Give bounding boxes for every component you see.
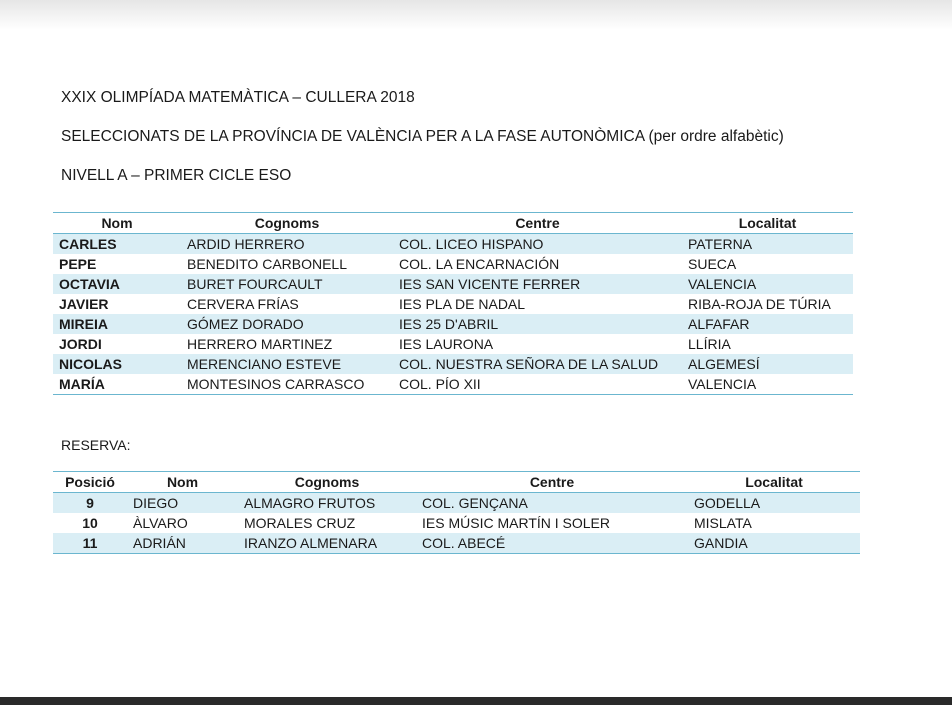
level-heading: NIVELL A – PRIMER CICLE ESO xyxy=(61,167,292,184)
cell-nom: JAVIER xyxy=(59,296,109,312)
cell-nom: CARLES xyxy=(53,234,181,255)
column-header-centre: Centre xyxy=(393,213,682,234)
reserve-label: RESERVA: xyxy=(61,437,131,453)
cell-localitat: ALGEMESÍ xyxy=(682,354,853,374)
table-row xyxy=(53,274,853,294)
cell-cognoms: ALMAGRO FRUTOS xyxy=(238,493,416,514)
cell-localitat: RIBA-ROJA DE TÚRIA xyxy=(688,296,831,312)
cell-cognoms: GÓMEZ DORADO xyxy=(181,314,393,334)
cell-localitat: VALENCIA xyxy=(682,374,853,395)
table-row xyxy=(53,294,853,314)
cell-centre: COL. LICEO HISPANO xyxy=(393,234,682,255)
cell-nom: MARÍA xyxy=(53,374,181,395)
cell-cognoms: HERRERO MARTINEZ xyxy=(187,336,333,352)
column-header-localitat: Localitat xyxy=(682,213,853,234)
cell-posicio: 11 xyxy=(53,533,127,554)
cell-nom: DIEGO xyxy=(127,493,238,514)
cell-cognoms: CERVERA FRÍAS xyxy=(187,296,299,312)
cell-nom: OCTAVIA xyxy=(53,274,181,294)
table-row xyxy=(53,374,853,395)
cell-localitat: ALFAFAR xyxy=(682,314,853,334)
table-row xyxy=(53,254,853,274)
table-row xyxy=(53,334,853,354)
cell-nom: PEPE xyxy=(59,256,97,272)
column-header-nom: Nom xyxy=(127,472,238,493)
cell-localitat: GODELLA xyxy=(688,493,860,514)
cell-posicio: 10 xyxy=(82,515,98,531)
cell-cognoms: BURET FOURCAULT xyxy=(181,274,393,294)
selected-students-table xyxy=(53,212,853,395)
cell-cognoms: MORALES CRUZ xyxy=(244,515,356,531)
cell-nom: ÀLVARO xyxy=(133,515,188,531)
table-row xyxy=(53,533,860,554)
cell-localitat: PATERNA xyxy=(682,234,853,255)
cell-centre: IES SAN VICENTE FERRER xyxy=(393,274,682,294)
column-header-posicio: Posició xyxy=(53,472,127,493)
cell-localitat: SUECA xyxy=(688,256,737,272)
cell-centre: COL. ABECÉ xyxy=(416,533,688,554)
document-subtitle: SELECCIONATS DE LA PROVÍNCIA DE VALÈNCIA PER A LA FASE AUTONÒMICA (per ordre alfabètic) xyxy=(61,128,784,145)
column-header-nom: Nom xyxy=(53,213,181,234)
table-header-row xyxy=(53,472,860,493)
document-title: XXIX OLIMPÍADA MATEMÀTICA – CULLERA 2018 xyxy=(61,89,415,106)
column-header-cognoms: Cognoms xyxy=(238,472,416,493)
cell-nom: NICOLAS xyxy=(53,354,181,374)
table-header-row xyxy=(53,213,853,234)
cell-cognoms: MONTESINOS CARRASCO xyxy=(181,374,393,395)
cell-localitat: LLÍRIA xyxy=(688,336,731,352)
table-row xyxy=(53,354,853,374)
bottom-bar xyxy=(0,697,952,705)
cell-centre: IES MÚSIC MARTÍN I SOLER xyxy=(422,515,610,531)
cell-centre: COL. GENÇANA xyxy=(416,493,688,514)
cell-centre: COL. LA ENCARNACIÓN xyxy=(399,256,560,272)
cell-centre: IES PLA DE NADAL xyxy=(399,296,526,312)
cell-cognoms: ARDID HERRERO xyxy=(181,234,393,255)
top-shade xyxy=(0,0,952,30)
table-row xyxy=(53,493,860,514)
cell-nom: JORDI xyxy=(59,336,102,352)
column-header-localitat: Localitat xyxy=(688,472,860,493)
cell-centre: COL. PÍO XII xyxy=(393,374,682,395)
column-header-centre: Centre xyxy=(416,472,688,493)
table-row xyxy=(53,314,853,334)
table-row xyxy=(53,234,853,255)
column-header-cognoms: Cognoms xyxy=(181,213,393,234)
cell-cognoms: MERENCIANO ESTEVE xyxy=(181,354,393,374)
cell-localitat: VALENCIA xyxy=(682,274,853,294)
cell-localitat: MISLATA xyxy=(694,515,752,531)
cell-localitat: GANDIA xyxy=(688,533,860,554)
cell-cognoms: BENEDITO CARBONELL xyxy=(187,256,348,272)
table-row xyxy=(53,513,860,533)
cell-cognoms: IRANZO ALMENARA xyxy=(238,533,416,554)
cell-centre: COL. NUESTRA SEÑORA DE LA SALUD xyxy=(393,354,682,374)
cell-nom: MIREIA xyxy=(53,314,181,334)
cell-centre: IES LAURONA xyxy=(399,336,494,352)
cell-nom: ADRIÁN xyxy=(127,533,238,554)
reserve-students-table xyxy=(53,471,860,554)
cell-posicio: 9 xyxy=(53,493,127,514)
cell-centre: IES 25 D'ABRIL xyxy=(393,314,682,334)
